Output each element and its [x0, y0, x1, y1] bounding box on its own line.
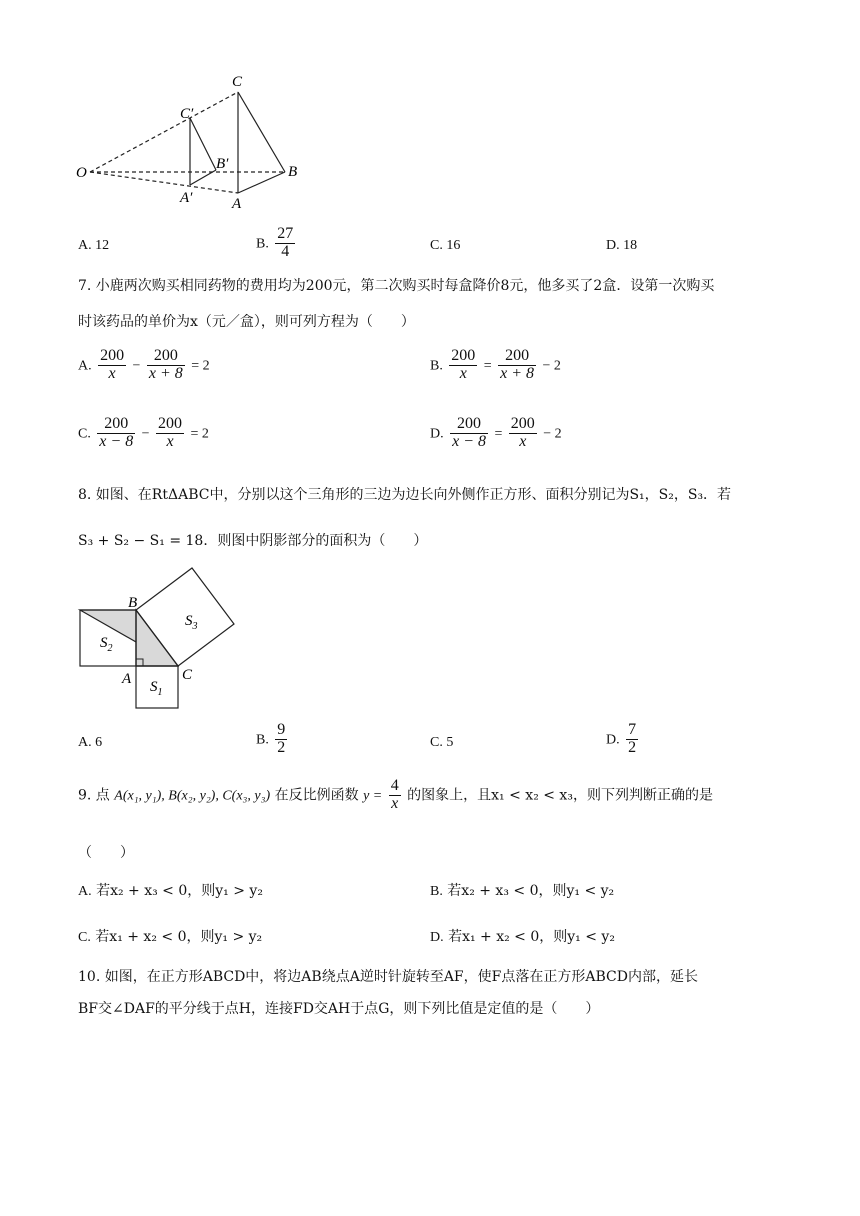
q8-label-S1: $S_1$ — [150, 679, 163, 698]
q6-label-O: O — [76, 165, 87, 181]
q6-option-d: D. 18 — [606, 238, 638, 253]
q7-stem-line1: 7. 小鹿两次购买相同药物的费用均为200元，第二次购买时每盒降价8元，他多买了2盒．设第一次购买 — [78, 278, 715, 294]
q7-option-c: C. $\frac{200}{x - 8}$ − $\frac{200}{x}$ = 2 — [78, 415, 209, 450]
q8-label-A: A — [122, 671, 132, 687]
q6-label-B: B — [288, 164, 298, 180]
q9-stem-line1: 9. 点 A(x₁, y₁), B(x₂, y₂), C(x₃, y₃) 在反比例函数 y = $\frac{4}{x}$ 的图象上，且x₁ < x₂ < x₃，则下列判断正确的是 — [78, 777, 713, 812]
q6-option-c: C. 16 — [430, 238, 461, 253]
q8-option-a: A. 6 — [78, 735, 103, 750]
q6-figure — [70, 70, 310, 215]
q9-option-c: C. 若x₁ + x₂ < 0，则y₁ > y₂ — [78, 929, 263, 945]
q7-stem-line2: 时该药品的单价为x（元／盒），则可列方程为（ ） — [78, 314, 415, 330]
q7-option-d: D. $\frac{200}{x - 8}$ = $\frac{200}{x}$ − 2 — [430, 415, 562, 450]
q8-stem-line1: 8. 如图、在RtΔABC中，分别以这个三角形的三边为边长向外侧作正方形、面积分别记为S₁，S₂，S₃．若 — [78, 487, 732, 503]
q9-stem-paren: （ ） — [78, 845, 134, 861]
q8-option-d: D. $\frac{7}{2}$ — [606, 721, 637, 756]
q8-figure — [70, 565, 250, 715]
q10-stem-line1: 10. 如图，在正方形ABCD中，将边AB绕点A逆时针旋转至AF，使F点落在正方形ABCD内部，延长 — [78, 969, 698, 985]
q8-option-c: C. 5 — [430, 735, 454, 750]
q8-option-b: B. $\frac{9}{2}$ — [256, 721, 286, 756]
q8-label-B: B — [128, 595, 138, 611]
q6-option-a: A. 12 — [78, 238, 110, 253]
q7-option-b: B. $\frac{200}{x}$ = $\frac{200}{x + 8}$ − 2 — [430, 347, 561, 382]
q8-label-S2: $S_2$ — [100, 635, 113, 654]
q8-stem-line2: S₃ + S₂ − S₁ = 18．则图中阴影部分的面积为（ ） — [78, 533, 428, 549]
q9-option-a: A. 若x₂ + x₃ < 0，则y₁ > y₂ — [78, 883, 263, 899]
q6-label-C: C — [232, 74, 243, 90]
q6-label-A: A — [232, 196, 242, 212]
q6-label-Bp: B′ — [216, 156, 229, 172]
q9-option-b: B. 若x₂ + x₃ < 0，则y₁ < y₂ — [430, 883, 615, 899]
q6-label-Ap: A′ — [180, 190, 193, 206]
q8-label-S3: $S_3$ — [185, 613, 198, 632]
q9-option-d: D. 若x₁ + x₂ < 0，则y₁ < y₂ — [430, 929, 615, 945]
q6-label-Cp: C′ — [180, 106, 194, 122]
q8-label-C: C — [182, 667, 193, 683]
q6-option-b: B. $\frac{27}{4}$ — [256, 225, 294, 260]
q7-option-a: A. $\frac{200}{x}$ − $\frac{200}{x + 8}$ = 2 — [78, 347, 210, 382]
q10-stem-line2: BF交∠DAF的平分线于点H，连接FD交AH于点G，则下列比值是定值的是（ ） — [78, 1001, 600, 1017]
